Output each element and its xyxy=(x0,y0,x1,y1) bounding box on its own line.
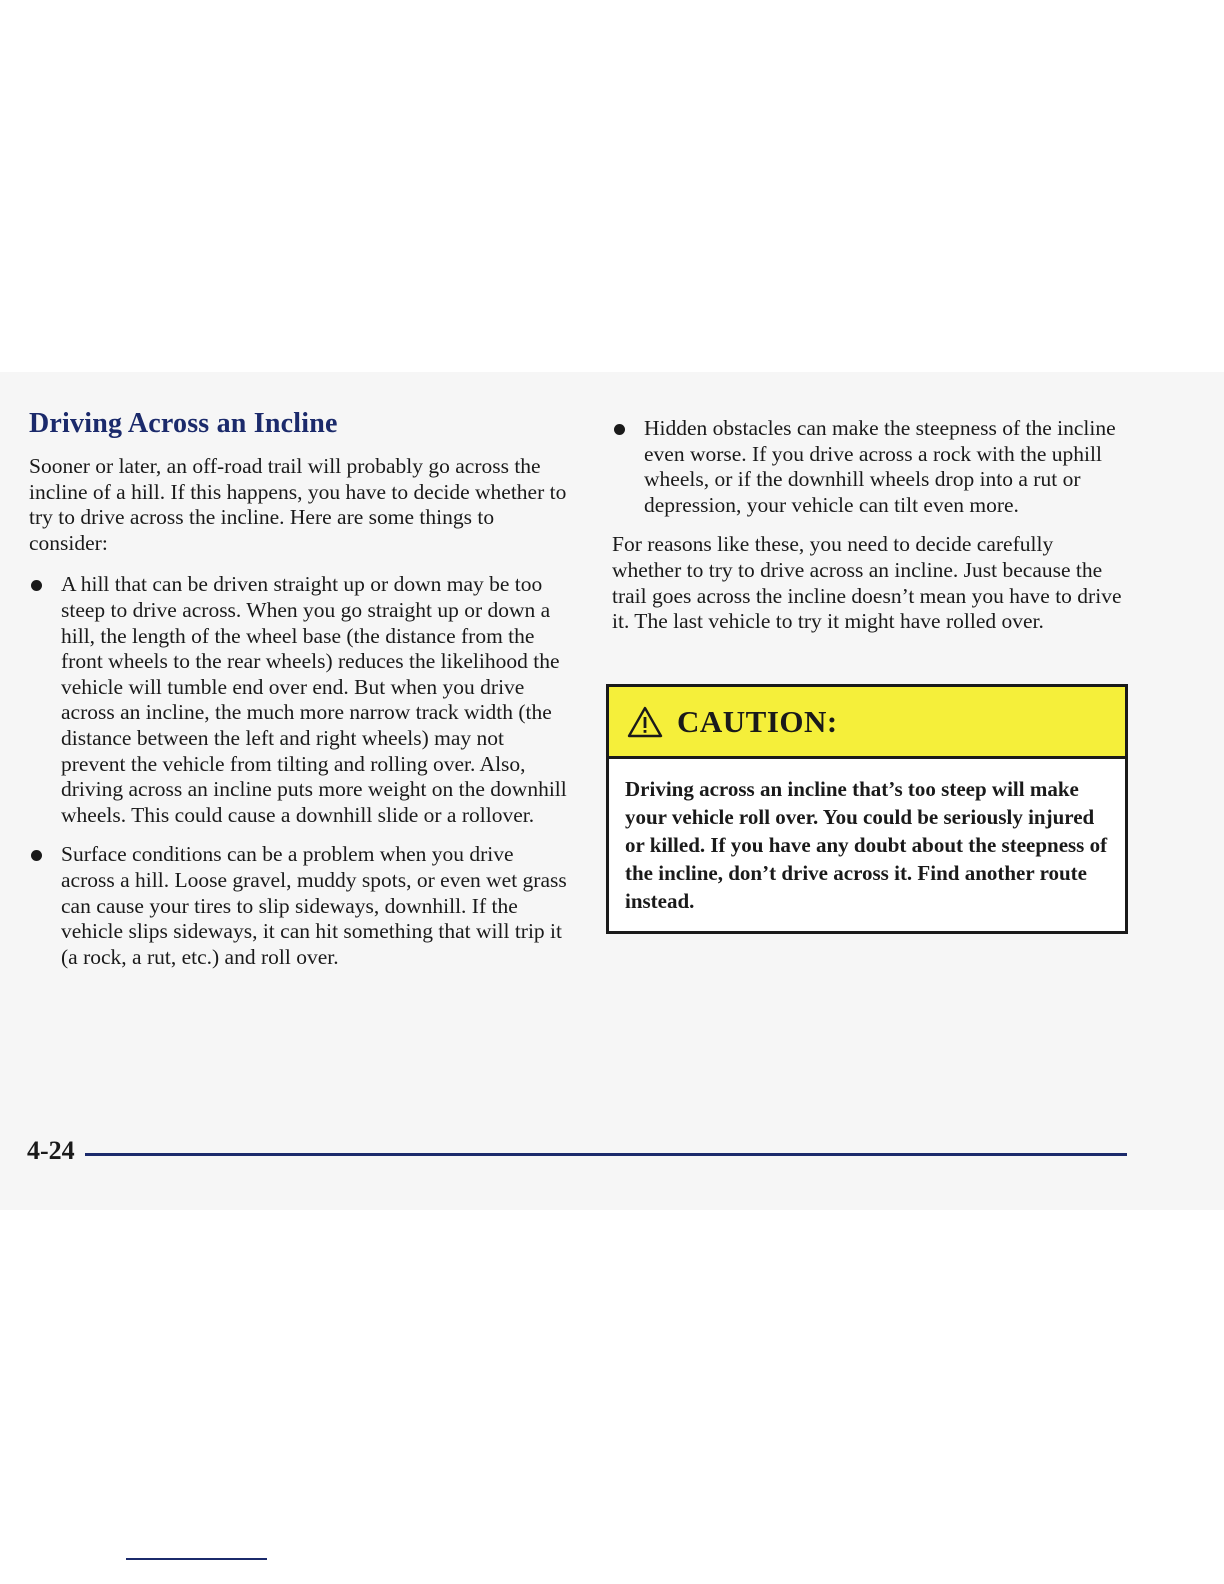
bullet-icon xyxy=(31,850,42,861)
bullet-text: Surface conditions can be a problem when you drive across a hill. Loose gravel, muddy spots, or even wet grass can cause your tires to slip sideways, downhill. If the vehicle slips sideways, it can hit something that will trip it (a rock, a rut, etc.) and roll over. xyxy=(61,842,567,969)
caution-text: Driving across an incline that’s too steep will make your vehicle roll over. You could be seriously injured or killed. If you have any doubt about the steepness of the incline, don’t drive across it. Find another route instead. xyxy=(625,777,1108,913)
page-number: 4-24 xyxy=(27,1136,75,1165)
caution-box xyxy=(606,684,1128,934)
right-column xyxy=(612,416,1144,651)
bullet-item-hidden-obstacles xyxy=(612,416,1144,518)
bottom-divider xyxy=(126,1558,267,1560)
caution-title: CAUTION: xyxy=(677,703,838,739)
reasons-paragraph: For reasons like these, you need to decide carefully whether to try to drive across an incline. Just because the trail goes across the incline doesn’t mean you have to drive it. The last vehicle to try it might have rolled over. xyxy=(612,532,1122,634)
bullet-list xyxy=(29,572,569,970)
warning-triangle-icon xyxy=(627,706,663,738)
left-column xyxy=(29,408,569,984)
bullet-icon xyxy=(614,424,625,435)
bullet-list-continued xyxy=(612,416,1144,518)
bullet-item-wheel-base xyxy=(29,572,569,828)
bullet-text: A hill that can be driven straight up or down may be too steep to drive across. When you go straight up or down a hill, the length of the wheel base (the distance from the front wheels to the rear wheels) reduces the likelihood the vehicle will tumble end over end. But when you drive across an incline, the much more narrow track width (the distance between the left and right wheels) may not prevent the vehicle from tilting and rolling over. Also, driving across an incline puts more weight on the downhill wheels. This could cause a downhill slide or a rollover. xyxy=(61,572,567,827)
bullet-item-surface-conditions xyxy=(29,842,569,970)
intro-paragraph: Sooner or later, an off-road trail will probably go across the incline of a hill. If this happens, you have to decide whether to try to drive across the incline. Here are some things to consider: xyxy=(29,454,567,555)
caution-header xyxy=(609,687,1125,759)
footer-rule xyxy=(85,1153,1127,1156)
page-footer xyxy=(27,1134,1127,1168)
section-title: Driving Across an Incline xyxy=(29,408,338,439)
bullet-text: Hidden obstacles can make the steepness of the incline even worse. If you drive across a rock with the uphill wheels, or if the downhill wheels drop into a rut or depression, your vehicle can tilt even more. xyxy=(644,416,1116,517)
bullet-icon xyxy=(31,580,42,591)
